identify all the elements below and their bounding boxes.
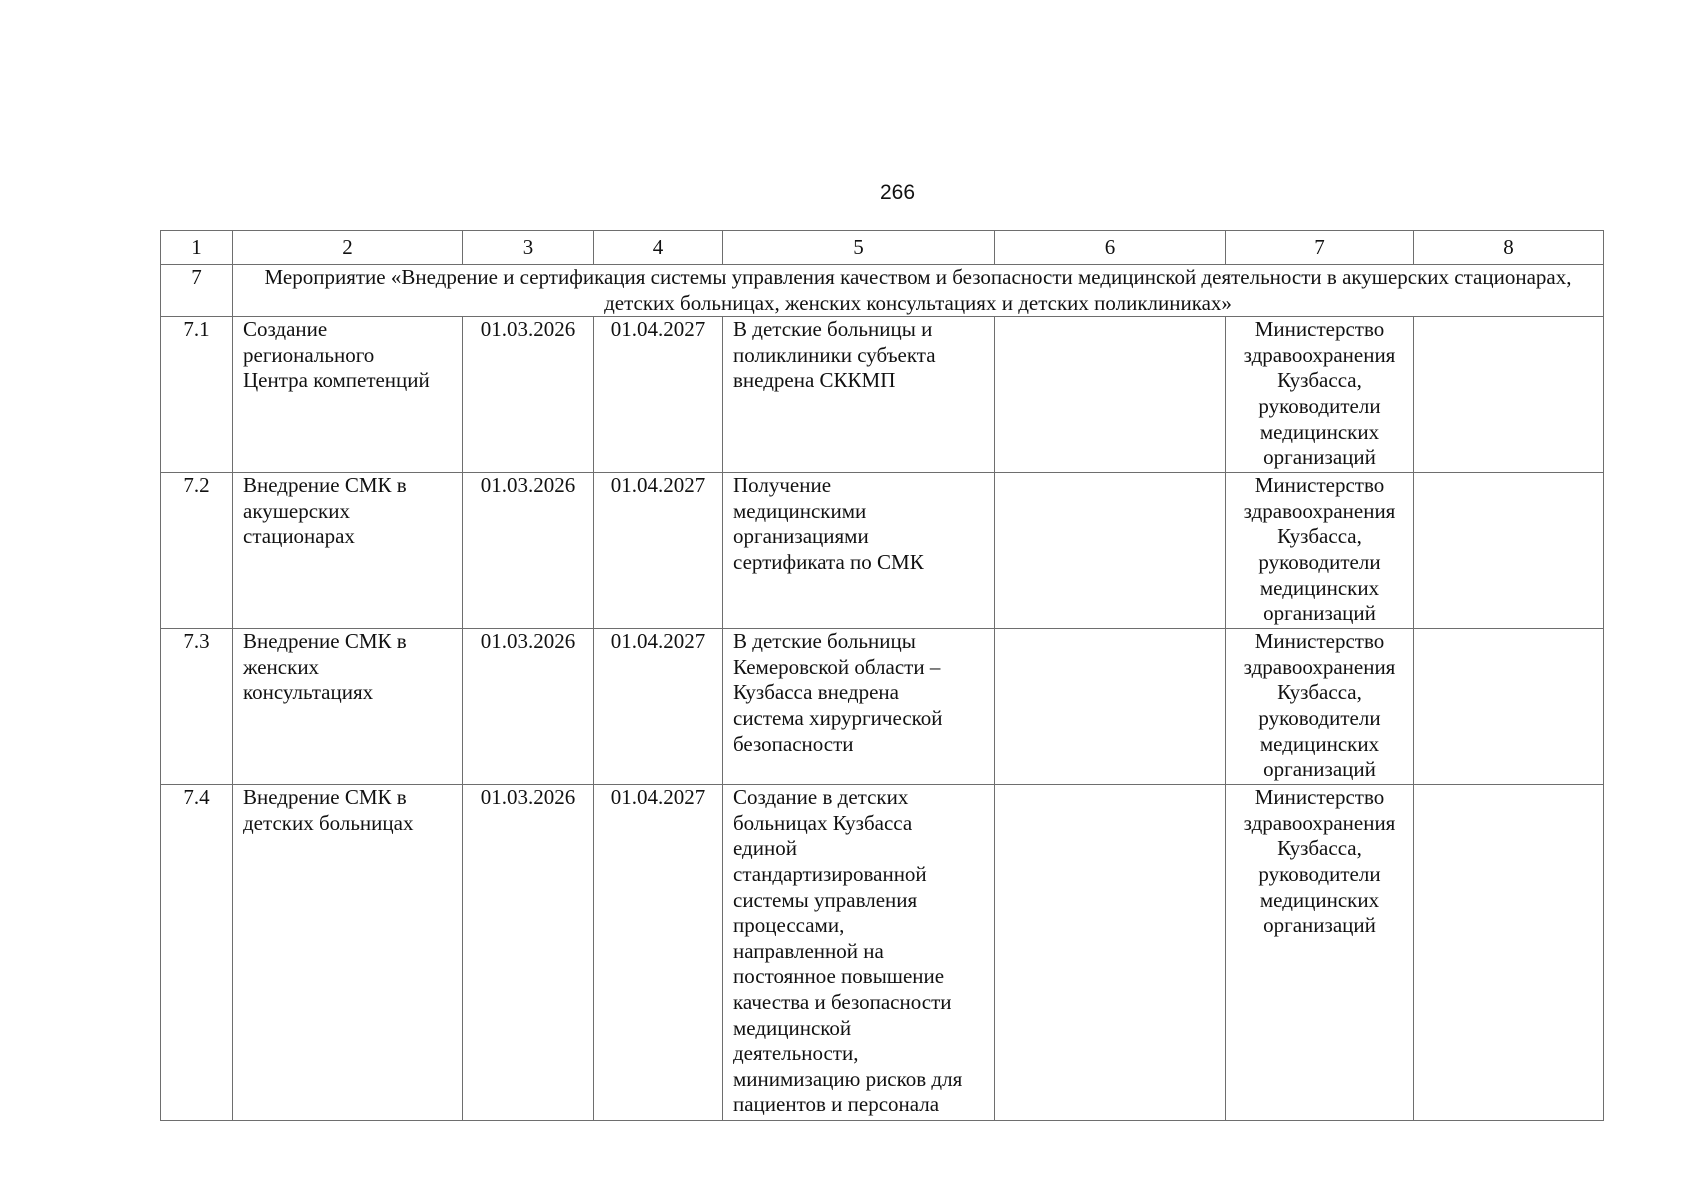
column-number-cell: 4 bbox=[594, 231, 723, 265]
column-number-cell: 8 bbox=[1414, 231, 1604, 265]
result-cell: В детские больницы Кемеровской области – Кузбасса внедрена система хирургической безопасности bbox=[723, 629, 995, 785]
responsible-cell: Министерство здравоохранения Кузбасса, руководители медицинских организаций bbox=[1226, 785, 1414, 1121]
end-date: 01.04.2027 bbox=[594, 629, 723, 785]
table-row bbox=[161, 629, 1604, 785]
responsible-cell: Министерство здравоохранения Кузбасса, руководители медицинских организаций bbox=[1226, 317, 1414, 473]
empty-cell bbox=[1414, 317, 1604, 473]
result-cell: Получение медицинскими организациями сертификата по СМК bbox=[723, 473, 995, 629]
column-number-cell: 7 bbox=[1226, 231, 1414, 265]
start-date: 01.03.2026 bbox=[463, 785, 594, 1121]
end-date: 01.04.2027 bbox=[594, 473, 723, 629]
table-row bbox=[161, 785, 1604, 1121]
column-number-cell: 1 bbox=[161, 231, 233, 265]
result-cell: В детские больницы и поликлиники субъекта внедрена СККМП bbox=[723, 317, 995, 473]
empty-cell bbox=[995, 317, 1226, 473]
empty-cell bbox=[995, 473, 1226, 629]
empty-cell bbox=[1414, 473, 1604, 629]
empty-cell bbox=[995, 785, 1226, 1121]
table-row bbox=[161, 317, 1604, 473]
table-row bbox=[161, 473, 1604, 629]
row-number: 7.2 bbox=[161, 473, 233, 629]
section-number: 7 bbox=[161, 265, 233, 317]
start-date: 01.03.2026 bbox=[463, 317, 594, 473]
row-number: 7.3 bbox=[161, 629, 233, 785]
measure-name: Создание регионального Центра компетенций bbox=[233, 317, 463, 473]
measure-name: Внедрение СМК в акушерских стационарах bbox=[233, 473, 463, 629]
end-date: 01.04.2027 bbox=[594, 317, 723, 473]
measure-name: Внедрение СМК в детских больницах bbox=[233, 785, 463, 1121]
section-row bbox=[161, 265, 1604, 317]
measures-table bbox=[160, 230, 1604, 1121]
column-number-cell: 5 bbox=[723, 231, 995, 265]
result-cell: Создание в детских больницах Кузбасса единой стандартизированной системы управления процессами, направленной на постоянное повышение качества и безопасности медицинской деятельности, минимизацию рисков для пациентов и персонала bbox=[723, 785, 995, 1121]
section-title: Мероприятие «Внедрение и сертификация системы управления качеством и безопасности медицинской деятельности в акушерских стационарах, детских больницах, женских консультациях и детских поликлиниках» bbox=[233, 265, 1604, 317]
empty-cell bbox=[1414, 629, 1604, 785]
page-number: 266 bbox=[879, 181, 916, 204]
responsible-cell: Министерство здравоохранения Кузбасса, руководители медицинских организаций bbox=[1226, 629, 1414, 785]
row-number: 7.4 bbox=[161, 785, 233, 1121]
measure-name: Внедрение СМК в женских консультациях bbox=[233, 629, 463, 785]
row-number: 7.1 bbox=[161, 317, 233, 473]
column-number-cell: 6 bbox=[995, 231, 1226, 265]
column-number-cell: 2 bbox=[233, 231, 463, 265]
responsible-cell: Министерство здравоохранения Кузбасса, руководители медицинских организаций bbox=[1226, 473, 1414, 629]
end-date: 01.04.2027 bbox=[594, 785, 723, 1121]
column-number-cell: 3 bbox=[463, 231, 594, 265]
empty-cell bbox=[995, 629, 1226, 785]
empty-cell bbox=[1414, 785, 1604, 1121]
start-date: 01.03.2026 bbox=[463, 473, 594, 629]
column-number-row bbox=[161, 231, 1604, 265]
start-date: 01.03.2026 bbox=[463, 629, 594, 785]
